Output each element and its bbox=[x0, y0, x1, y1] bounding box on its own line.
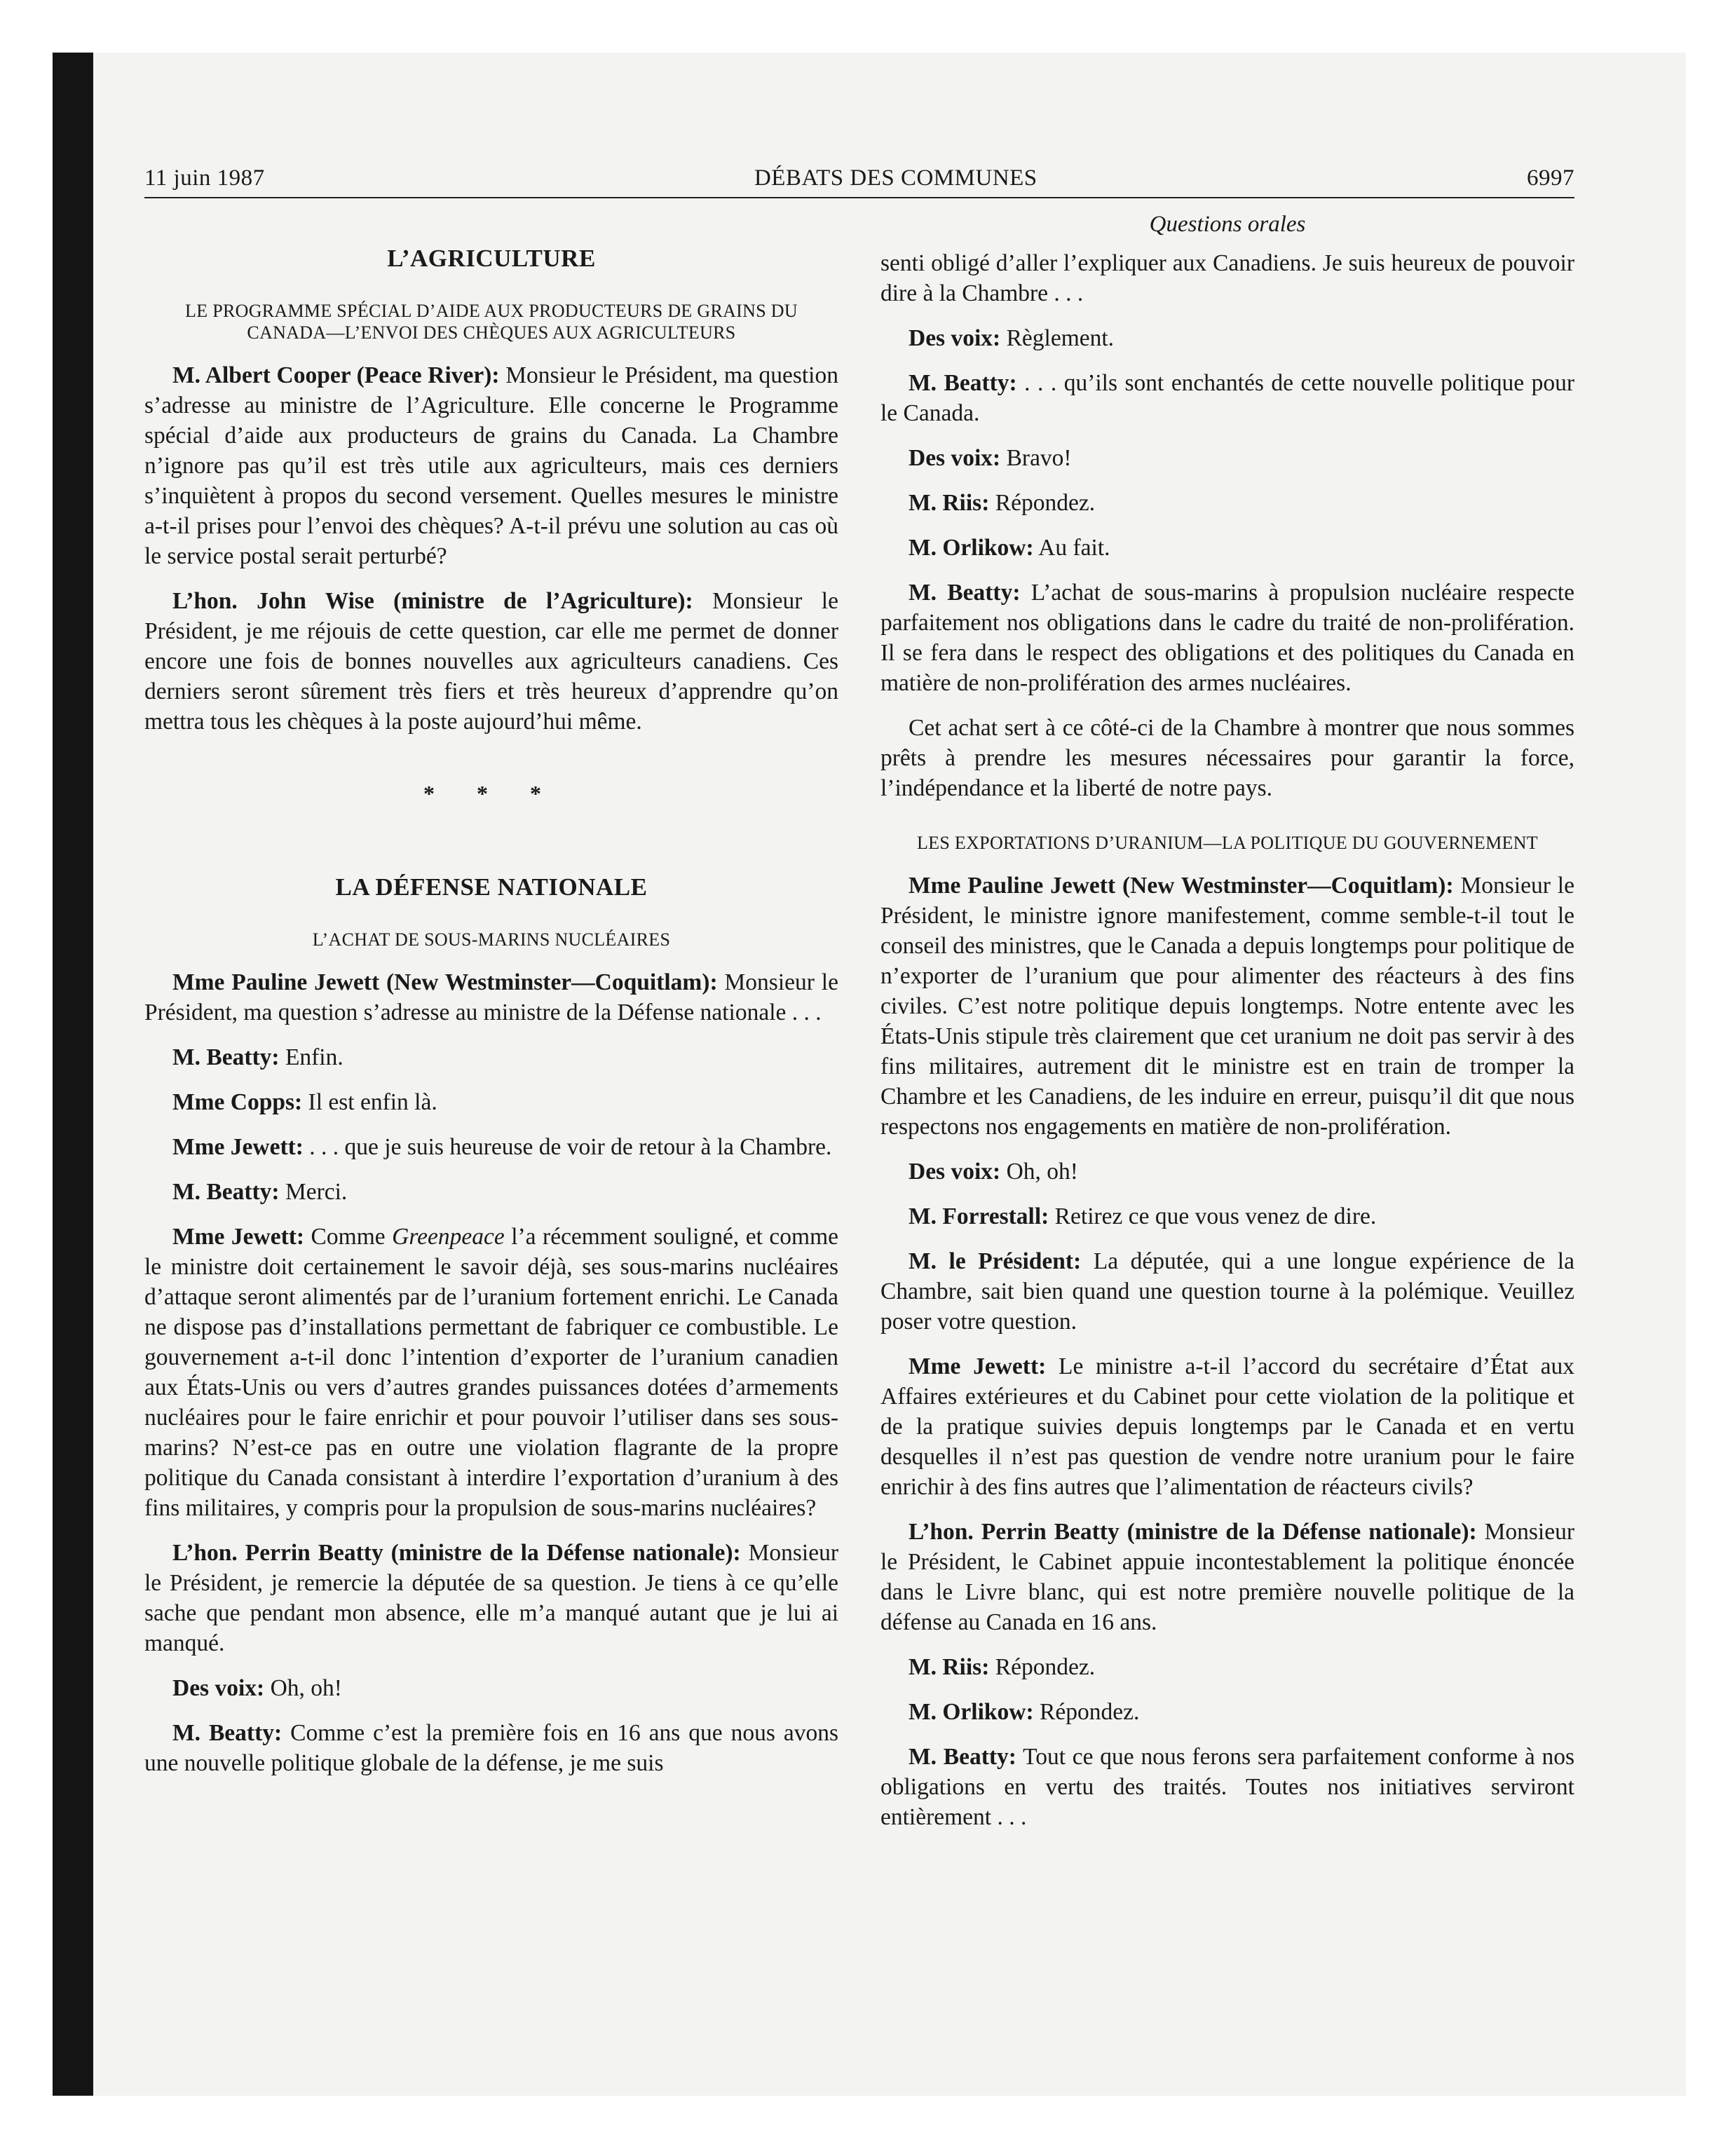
section-label: Questions orales bbox=[1149, 212, 1306, 237]
defense-subheading: L’ACHAT DE SOUS-MARINS NUCLÉAIRES bbox=[312, 929, 671, 950]
speech-wise bbox=[144, 586, 838, 737]
speech-perrin-beatty bbox=[144, 1538, 838, 1658]
defense-heading: LA DÉFENSE NATIONALE bbox=[335, 873, 648, 901]
speech-continuation: senti obligé d’aller l’expliquer aux Canadiens. Je suis heureux de pouvoir dire à la Chambre . . . bbox=[880, 250, 1574, 306]
speaker-name: Mme Jewett: bbox=[909, 1353, 1047, 1379]
speech-copps bbox=[144, 1087, 838, 1117]
speaker-name: M. Forrestall: bbox=[909, 1203, 1049, 1229]
speech-jewett bbox=[880, 1351, 1574, 1502]
speech-text: Monsieur le Président, ma question s’adresse au ministre de l’Agriculture. Elle concerne le Programme spécial d’aide aux producteurs de grains du Canada. La Chambre n’ignore pas qu’il est très utile aux agriculteurs, mais ces derniers s’inquiètent à propos du second versement. Quelles mesures le ministre a-t-il prises pour l’envoi des chèques? A-t-il prévu une solution au cas où le service postal serait perturbé? bbox=[144, 362, 838, 569]
speaker-name: M. Beatty: bbox=[909, 370, 1017, 396]
speaker-name: M. Riis: bbox=[909, 490, 990, 516]
speech-text: Répondez. bbox=[989, 490, 1096, 516]
speech-forrestall bbox=[880, 1201, 1574, 1231]
speaker-name: M. Beatty: bbox=[172, 1720, 283, 1746]
speech-jewett bbox=[880, 871, 1574, 1142]
speech-beatty bbox=[144, 1718, 838, 1778]
speech-des-voix bbox=[144, 1673, 838, 1703]
right-column bbox=[880, 210, 1574, 1847]
speech-president bbox=[880, 1246, 1574, 1337]
left-column bbox=[144, 212, 838, 1847]
speaker-name: M. Beatty: bbox=[909, 580, 1021, 606]
speech-jewett bbox=[144, 1222, 838, 1523]
speaker-name: L’hon. Perrin Beatty (ministre de la Défense nationale): bbox=[172, 1540, 741, 1566]
speech-text: Le ministre a-t-il l’accord du secrétaire d’État aux Affaires extérieures et du Cabinet pour cette violation de la politique et de la pratique suivies depuis longtemps par le Canada et en vertu desquelles il n’est pas question de vendre notre uranium pour le faire enrichir à des fins autres que l’alimentation de réacteurs civils? bbox=[880, 1353, 1574, 1500]
speech-text: Il est enfin là. bbox=[302, 1089, 437, 1115]
speech-riis bbox=[880, 488, 1574, 518]
speech-beatty bbox=[880, 578, 1574, 698]
hansard-page bbox=[144, 165, 1574, 1847]
speech-text: Comme bbox=[304, 1224, 393, 1250]
header-title: DÉBATS DES COMMUNES bbox=[754, 165, 1037, 191]
speech-text: Règlement. bbox=[1000, 325, 1115, 351]
speech-text: Enfin. bbox=[279, 1044, 343, 1070]
speech-beatty bbox=[144, 1042, 838, 1072]
speaker-name: M. Orlikow: bbox=[909, 1699, 1034, 1725]
speech-jewett bbox=[144, 967, 838, 1028]
speaker-name: M. Beatty: bbox=[172, 1044, 280, 1070]
speaker-name: Des voix: bbox=[909, 1159, 1001, 1185]
speaker-name: M. Riis: bbox=[909, 1654, 990, 1680]
speech-text: Répondez. bbox=[1033, 1699, 1140, 1725]
speaker-name: Mme Copps: bbox=[172, 1089, 303, 1115]
speaker-name: M. Albert Cooper (Peace River): bbox=[172, 362, 500, 388]
speech-text: Monsieur le Président, le ministre ignore manifestement, comme semble-t-il tout le conseil des ministres, que le Canada a depuis longtemps pour politique de n’exporter de l’uranium que pour alimenter des réacteurs à des fins civiles. C’est notre politique depuis longtemps. Notre entente avec les États-Unis stipule très clairement que cet uranium ne doit pas servir à des fins militaires, autrement dit le ministre est en train de tromper la Chambre et les Canadiens, de les induire en erreur, puisqu’il dit que nous respectons nos engagements en matière de non-prolifération. bbox=[880, 873, 1574, 1140]
speech-text: Tout ce que nous ferons sera parfaitement conforme à nos obligations en vertu des traités. Toutes nos initiatives serviront entièrement . . . bbox=[880, 1744, 1574, 1830]
header-date: 11 juin 1987 bbox=[144, 165, 265, 191]
speech-italic-term: Greenpeace bbox=[392, 1224, 505, 1250]
speech-des-voix bbox=[880, 443, 1574, 473]
speech-text: Au fait. bbox=[1033, 535, 1110, 561]
scan-binding-edge bbox=[53, 53, 93, 2096]
speech-text: Oh, oh! bbox=[1000, 1159, 1078, 1185]
speech-text: . . . que je suis heureuse de voir de retour à la Chambre. bbox=[303, 1134, 832, 1160]
speaker-name: Mme Pauline Jewett (New Westminster—Coquitlam): bbox=[909, 873, 1454, 899]
speech-orlikow bbox=[880, 533, 1574, 563]
speech-text: Répondez. bbox=[989, 1654, 1096, 1680]
page-header bbox=[144, 165, 1574, 198]
speaker-name: Mme Jewett: bbox=[172, 1224, 305, 1250]
speaker-name: M. le Président: bbox=[909, 1248, 1082, 1274]
speech-text: Retirez ce que vous venez de dire. bbox=[1049, 1203, 1377, 1229]
section-separator: * * * bbox=[423, 781, 559, 806]
speaker-name: M. Beatty: bbox=[909, 1744, 1016, 1770]
speech-perrin-beatty bbox=[880, 1517, 1574, 1637]
speech-text: Monsieur le Président, je remercie la députée de sa question. Je tiens à ce qu’elle sache que pendant mon absence, elle m’a manqué autant que je lui ai manqué. bbox=[144, 1540, 838, 1656]
speech-beatty bbox=[144, 1177, 838, 1207]
speech-text: Monsieur le Président, je me réjouis de cette question, car elle me permet de donner encore une fois de bonnes nouvelles aux agriculteurs canadiens. Ces derniers seront sûrement très fiers et très heureux d’apprendre qu’on mettra tous les chèques à la poste aujourd’hui même. bbox=[144, 588, 838, 735]
speech-orlikow bbox=[880, 1697, 1574, 1727]
header-page-number: 6997 bbox=[1526, 165, 1574, 191]
uranium-subheading: LES EXPORTATIONS D’URANIUM—LA POLITIQUE DU GOUVERNEMENT bbox=[917, 833, 1538, 853]
speech-paragraph: Cet achat sert à ce côté-ci de la Chambre à montrer que nous sommes prêts à prendre les mesures nécessaires pour garantir la force, l’indépendance et la liberté de notre pays. bbox=[880, 715, 1574, 801]
two-column-body bbox=[144, 212, 1574, 1847]
agriculture-heading: L’AGRICULTURE bbox=[387, 245, 596, 272]
speaker-name: Mme Pauline Jewett (New Westminster—Coquitlam): bbox=[172, 969, 718, 995]
speech-text: Comme c’est la première fois en 16 ans que nous avons une nouvelle politique globale de la défense, je me suis bbox=[144, 1720, 838, 1776]
speech-des-voix bbox=[880, 323, 1574, 353]
speaker-name: M. Beatty: bbox=[172, 1179, 280, 1205]
speech-text: Merci. bbox=[279, 1179, 348, 1205]
speaker-name: Des voix: bbox=[909, 325, 1001, 351]
speech-riis bbox=[880, 1652, 1574, 1682]
agriculture-subheading: LE PROGRAMME SPÉCIAL D’AIDE AUX PRODUCTEURS DE GRAINS DU CANADA—L’ENVOI DES CHÈQUES AUX AGRICULTEURS bbox=[185, 301, 798, 343]
speech-text: Bravo! bbox=[1000, 445, 1072, 471]
speech-text: L’achat de sous-marins à propulsion nucléaire respecte parfaitement nos obligations dans le cadre du traité de non-prolifération. Il se fera dans le respect des obligations et des politiques du Canada en matière de non-prolifération des armes nucléaires. bbox=[880, 580, 1574, 696]
speech-text: La députée, qui a une longue expérience de la Chambre, sait bien quand une question tourne à la polémique. Veuillez poser votre question. bbox=[880, 1248, 1574, 1335]
speaker-name: L’hon. Perrin Beatty (ministre de la Défense nationale): bbox=[909, 1519, 1477, 1545]
speech-text: l’a récemment souligné, et comme le ministre doit certainement le savoir déjà, ses sous-marins nucléaires d’attaque seront alimentés par de l’uranium fortement enrichi. Le Canada ne dispose pas d’installations permettant de fabriquer ce combustible. Le gouvernement a-t-il donc l’intention d’exporter de l’uranium canadien aux États-Unis ou vers d’autres grandes puissances dotées d’armements nucléaires pour le faire enrichir et pour pouvoir l’utiliser dans ses sous-marins? N’est-ce pas en outre une violation flagrante de la propre politique du Canada consistant à interdire l’exportation d’uranium à des fins militaires, y compris pour la propulsion de sous-marins nucléaires? bbox=[144, 1224, 839, 1521]
speaker-name: Des voix: bbox=[909, 445, 1001, 471]
speech-jewett bbox=[144, 1132, 838, 1162]
speech-cooper bbox=[144, 360, 838, 571]
speaker-name: L’hon. John Wise (ministre de l’Agriculture): bbox=[172, 588, 693, 614]
speaker-name: Des voix: bbox=[172, 1675, 265, 1701]
speech-text: . . . qu’ils sont enchantés de cette nouvelle politique pour le Canada. bbox=[880, 370, 1574, 426]
speaker-name: Mme Jewett: bbox=[172, 1134, 304, 1160]
speech-des-voix bbox=[880, 1157, 1574, 1187]
speech-beatty bbox=[880, 368, 1574, 428]
speech-text: Monsieur le Président, ma question s’adresse au ministre de la Défense nationale . . . bbox=[144, 969, 838, 1025]
speech-text: Oh, oh! bbox=[264, 1675, 342, 1701]
speech-text: Monsieur le Président, le Cabinet appuie incontestablement la politique énoncée dans le Livre blanc, qui est notre première nouvelle politique de la défense au Canada en 16 ans. bbox=[880, 1519, 1574, 1635]
speaker-name: M. Orlikow: bbox=[909, 535, 1034, 561]
speech-beatty bbox=[880, 1742, 1574, 1832]
